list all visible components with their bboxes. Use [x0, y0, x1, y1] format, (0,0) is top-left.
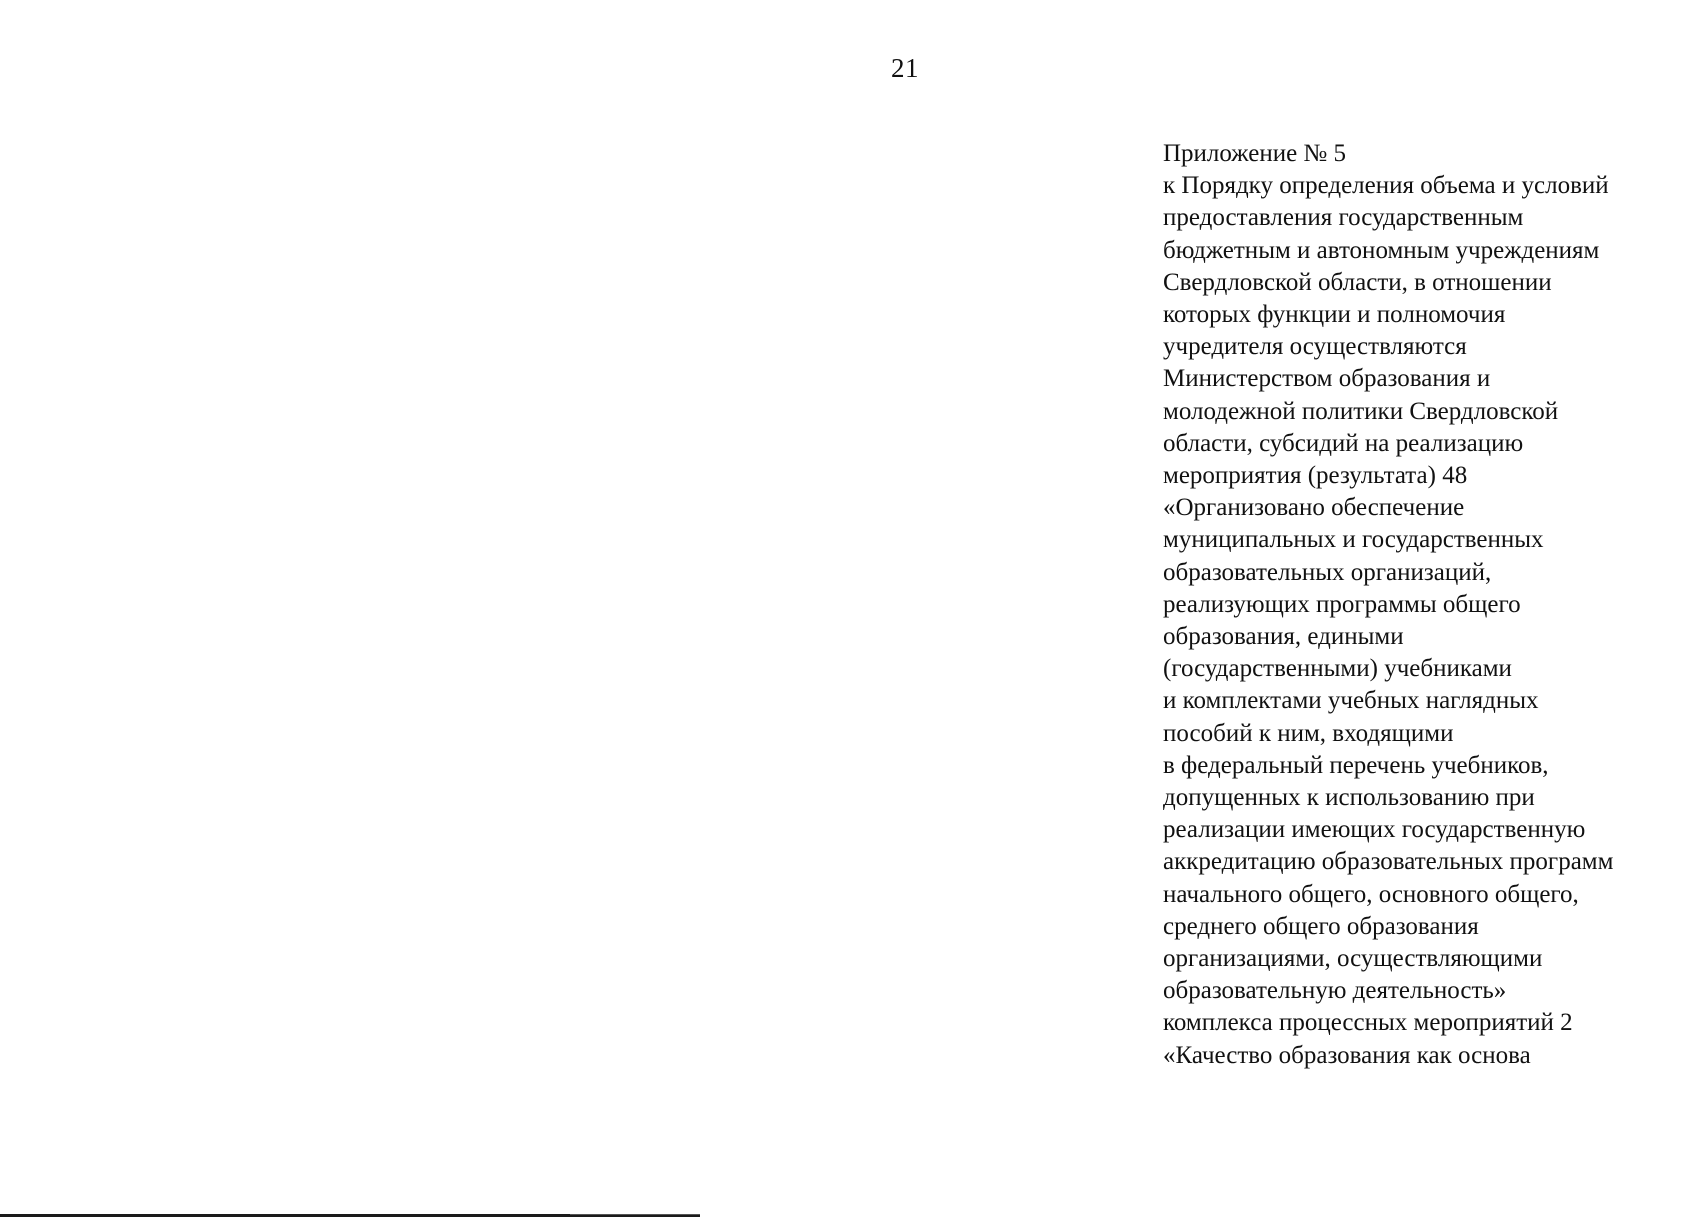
appendix-header-block: [1163, 138, 1683, 1072]
appendix-line: пособий к ним, входящими: [1163, 719, 1454, 747]
appendix-line: молодежной политики Свердловской: [1163, 397, 1559, 425]
appendix-line: к Порядку определения объема и условий: [1163, 172, 1609, 200]
appendix-line: образовательных организаций,: [1163, 558, 1492, 586]
appendix-line: Свердловской области, в отношении: [1163, 268, 1552, 296]
appendix-line: комплекса процессных мероприятий 2: [1163, 1009, 1573, 1037]
appendix-line: допущенных к использованию при: [1163, 784, 1535, 812]
appendix-line: муниципальных и государственных: [1163, 526, 1544, 554]
appendix-line: реализующих программы общего: [1163, 590, 1521, 618]
appendix-line: «Организовано обеспечение: [1163, 494, 1465, 522]
footer-scan-line-thin: [570, 1214, 700, 1215]
appendix-line: организациями, осуществляющими: [1163, 945, 1543, 973]
appendix-line: мероприятия (результата) 48: [1163, 462, 1468, 490]
appendix-title: Приложение № 5: [1163, 140, 1347, 167]
appendix-line: образовательную деятельность»: [1163, 977, 1507, 1005]
appendix-line: (государственными) учебниками: [1163, 655, 1512, 683]
appendix-line: бюджетным и автономным учреждениям: [1163, 236, 1600, 264]
appendix-line: среднего общего образования: [1163, 912, 1479, 940]
page-number: 21: [891, 53, 919, 83]
appendix-line: и комплектами учебных наглядных: [1163, 687, 1539, 715]
appendix-line: которых функции и полномочия: [1163, 301, 1506, 329]
appendix-line: предоставления государственным: [1163, 204, 1524, 232]
appendix-line: «Качество образования как основа: [1163, 1041, 1531, 1069]
appendix-line: Министерством образования и: [1163, 365, 1491, 393]
appendix-line: области, субсидий на реализацию: [1163, 429, 1524, 457]
appendix-line: образования, едиными: [1163, 623, 1404, 651]
appendix-line: учредителя осуществляются: [1163, 333, 1467, 361]
appendix-line: в федеральный перечень учебников,: [1163, 751, 1549, 779]
appendix-line: аккредитацию образовательных программ: [1163, 848, 1614, 876]
appendix-line: реализации имеющих государственную: [1163, 816, 1586, 844]
appendix-line: начального общего, основного общего,: [1163, 880, 1579, 908]
